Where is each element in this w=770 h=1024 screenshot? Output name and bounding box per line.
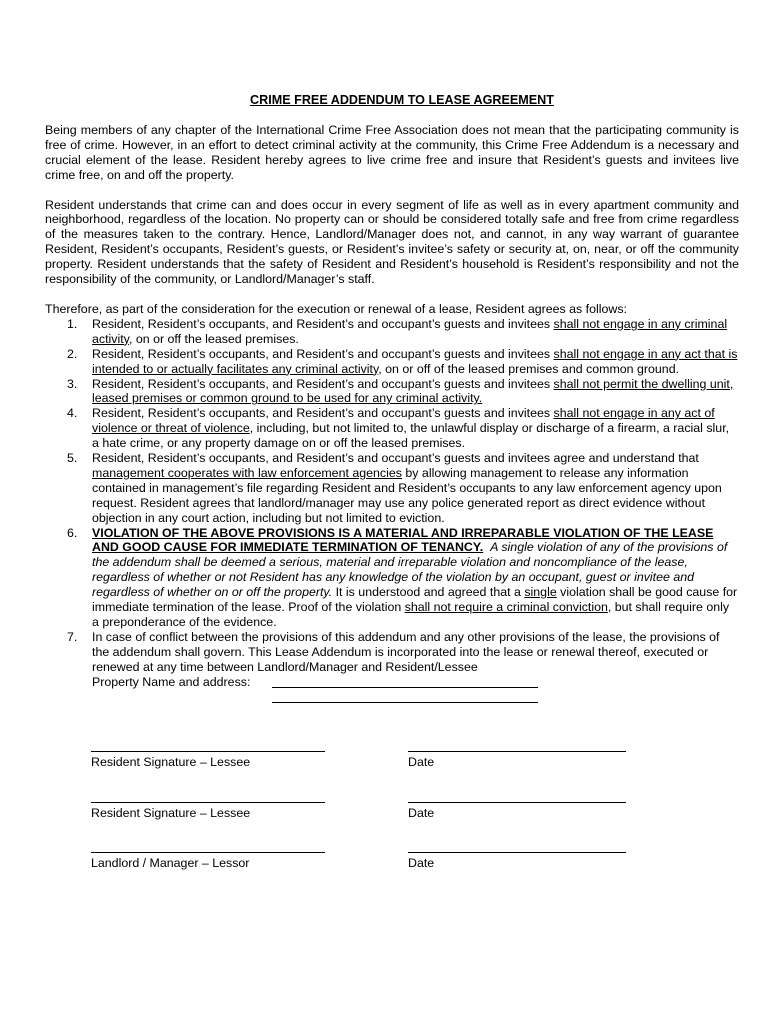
provision-item: 6. VIOLATION OF THE ABOVE PROVISIONS IS A MATERIAL AND IRREPARABLE VIOLATION OF THE LEASE AND GOOD CAUSE FOR IMMEDIATE TERMINATION OF TENANCY. A single violation of any of the provisions of the addendum shall be deemed a serious, material and irreparable violation and noncompliance of the lease, regardless of whether or not Resident has any knowledge of the violation by an occupant, guest or invitee and regardless of whether on or off the property. It is understood and agreed that a single violation shall be good cause for immediate termination of the lease. Proof of the violation shall not require a criminal conviction, but shall require only a preponderance of the evidence. — [67, 525, 738, 629]
signature-row — [91, 740, 631, 791]
signature-row — [91, 841, 631, 892]
date-label: Date — [408, 805, 435, 820]
provision-number: 3. — [67, 376, 78, 391]
date-line[interactable] — [408, 751, 626, 752]
provision-item: 1. Resident, Resident’s occupants, and Resident’s and occupant’s guests and invitees shall not engage in any criminal activity, on or off the leased premises. — [67, 316, 728, 346]
signature-line[interactable] — [91, 852, 325, 853]
document-page — [45, 93, 739, 709]
signature-row — [91, 791, 631, 842]
date-line[interactable] — [408, 802, 626, 803]
property-address-row — [45, 675, 739, 709]
property-address-lines[interactable] — [272, 689, 538, 703]
violation-heading: VIOLATION OF THE ABOVE PROVISIONS IS A MATERIAL AND IRREPARABLE VIOLATION OF THE LEASE AND GOOD CAUSE FOR IMMEDIATE TERMINATION OF TENANCY. — [92, 525, 714, 555]
provision-item: 7. In case of conflict between the provisions of this addendum and any other provisions of the lease, the provisions of the addendum shall govern. This Lease Addendum is incorporated into the lease or renewal thereof, executed or renewed at any time between Landlord/Manager and Resident/Lessee — [67, 629, 720, 674]
provision-number: 1. — [67, 316, 78, 331]
paragraph-crime-occurs: Resident understands that crime can and does occur in every segment of life as well as in every apartment community and neighborhood, regardless of the location. No property can or should be considered totally safe and free from crime regardless of the measures taken to the contrary. Hence, Landlord/Manager does not, and cannot, in any way warrant of guarantee Resident, Resident’s occupants, Resident’s guests, or Resident’s invitee’s safety or security at, on, near, or off the community property. Resident understands that the safety of Resident and Resident’s household is Resident’s responsibility and not the responsibility of the community, or Landlord/Manager’s staff. — [45, 197, 739, 287]
provision-number: 5. — [67, 451, 78, 466]
signature-line[interactable] — [91, 802, 325, 803]
property-label: Property Name and address: — [92, 674, 251, 689]
paragraph-membership: Being members of any chapter of the International Crime Free Association does not mean that the participating community is free of crime. However, in an effort to detect criminal activity at the community, this Crime Free Addendum is a necessary and crucial element of the lease. Resident hereby agrees to live crime free and insure that Resident’s guests and invitees live crime free, on and off the property. — [45, 122, 739, 182]
provision-item: 2. Resident, Resident’s occupants, and Resident’s and occupant’s guests and invitees shall not engage in any act that is intended to or actually facilitates any criminal activity, on or off of the leased premises and common ground. — [67, 346, 738, 376]
signature-label: Landlord / Manager – Lessor — [91, 856, 250, 870]
agreement-intro: Therefore, as part of the consideration for the execution or renewal of a lease, Resident agrees as follows: — [45, 301, 627, 316]
provision-number: 7. — [67, 629, 78, 644]
provision-item: 5. Resident, Resident’s occupants, and Resident’s and occupant’s guests and invitees agree and understand that management cooperates with law enforcement agencies by allowing management to release any information contained in management’s file regarding Resident and Resident’s occupants to any law enforcement agency upon request. Resident agrees that landlord/manager may use any police generated report as direct evidence without objection in any court action, including but not limited to eviction. — [67, 451, 722, 525]
signature-line[interactable] — [91, 751, 325, 752]
provision-number: 2. — [67, 346, 78, 361]
signature-block — [91, 740, 631, 892]
provisions-list — [45, 317, 739, 675]
document-title: CRIME FREE ADDENDUM TO LEASE AGREEMENT — [250, 93, 554, 107]
provision-number: 4. — [67, 406, 78, 421]
property-address-line[interactable] — [272, 688, 538, 703]
provision-item: 3. Resident, Resident’s occupants, and Resident’s and occupant’s guests and invitees shall not permit the dwelling unit, leased premises or common ground to be used for any criminal activity. — [67, 376, 734, 406]
provision-item: 4. Resident, Resident’s occupants, and Resident’s and occupant’s guests and invitees shall not engage in any act of violence or threat of violence, including, but not limited to, the unlawful display or discharge of a firearm, a racial slur, a hate crime, or any property damage on or off the leased premises. — [67, 406, 730, 451]
date-label: Date — [408, 856, 435, 870]
date-line[interactable] — [408, 852, 626, 853]
provision-number: 6. — [67, 525, 78, 540]
signature-label: Resident Signature – Lessee — [91, 755, 251, 769]
signature-label: Resident Signature – Lessee — [91, 805, 251, 820]
date-label: Date — [408, 755, 435, 769]
